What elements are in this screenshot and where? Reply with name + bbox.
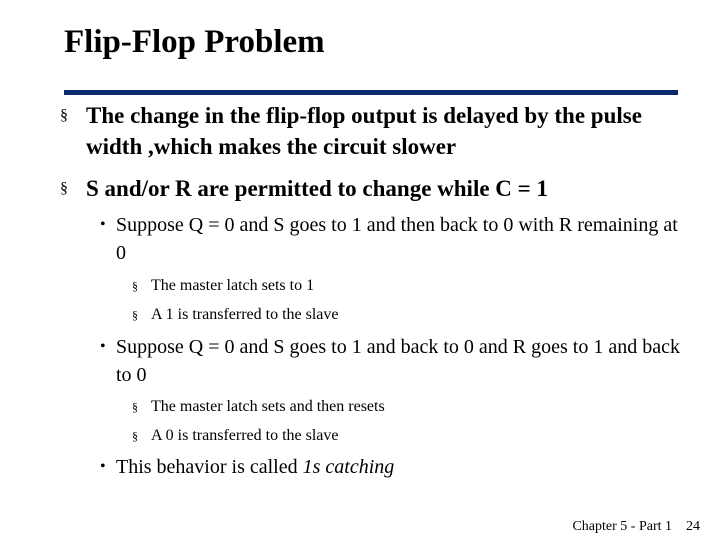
slide-title: Flip-Flop Problem	[64, 24, 325, 60]
sub-bullet-item	[100, 453, 680, 481]
emphasized-term: 1s catching	[302, 456, 395, 478]
dot-bullet-icon: •	[100, 338, 106, 355]
title-divider	[64, 90, 678, 95]
dot-bullet-icon: •	[100, 216, 106, 233]
sub-bullet-text	[116, 453, 680, 481]
square-bullet-icon: §	[132, 400, 138, 414]
square-bullet-icon: §	[132, 279, 138, 293]
square-bullet-icon: §	[132, 429, 138, 443]
sub-bullet-text-prefix: This behavior is called	[116, 456, 303, 478]
dot-bullet-icon: •	[100, 458, 106, 475]
sub-sub-bullet-text: The master latch sets to 1	[151, 277, 315, 294]
bullet-item	[60, 173, 700, 204]
slide-footer	[572, 518, 700, 536]
sub-sub-bullet-text: A 0 is transferred to the slave	[151, 427, 339, 444]
sub-sub-bullet-text: A 1 is transferred to the slave	[151, 306, 339, 323]
square-bullet-icon: §	[60, 180, 68, 197]
sub-sub-bullet-item	[132, 305, 672, 325]
sub-sub-bullet-item	[132, 426, 672, 446]
sub-bullet-text: Suppose Q = 0 and S goes to 1 and back to 0 and R goes to 1 and back to 0	[116, 336, 680, 386]
chapter-label: Chapter 5 - Part 1	[572, 519, 672, 534]
square-bullet-icon: §	[60, 107, 68, 124]
sub-bullet-item	[100, 211, 680, 267]
page-number: 24	[686, 519, 700, 534]
bullet-text: S and/or R are permitted to change while C = 1	[86, 176, 549, 201]
square-bullet-icon: §	[132, 308, 138, 322]
sub-bullet-item	[100, 333, 680, 389]
bullet-item	[60, 100, 700, 162]
bullet-text: The change in the flip-flop output is delayed by the pulse width ,which makes the circuit slower	[86, 103, 642, 159]
sub-sub-bullet-item	[132, 397, 672, 417]
sub-sub-bullet-text: The master latch sets and then resets	[151, 398, 385, 415]
sub-sub-bullet-item	[132, 276, 672, 296]
sub-bullet-text: Suppose Q = 0 and S goes to 1 and then back to 0 with R remaining at 0	[116, 214, 678, 264]
